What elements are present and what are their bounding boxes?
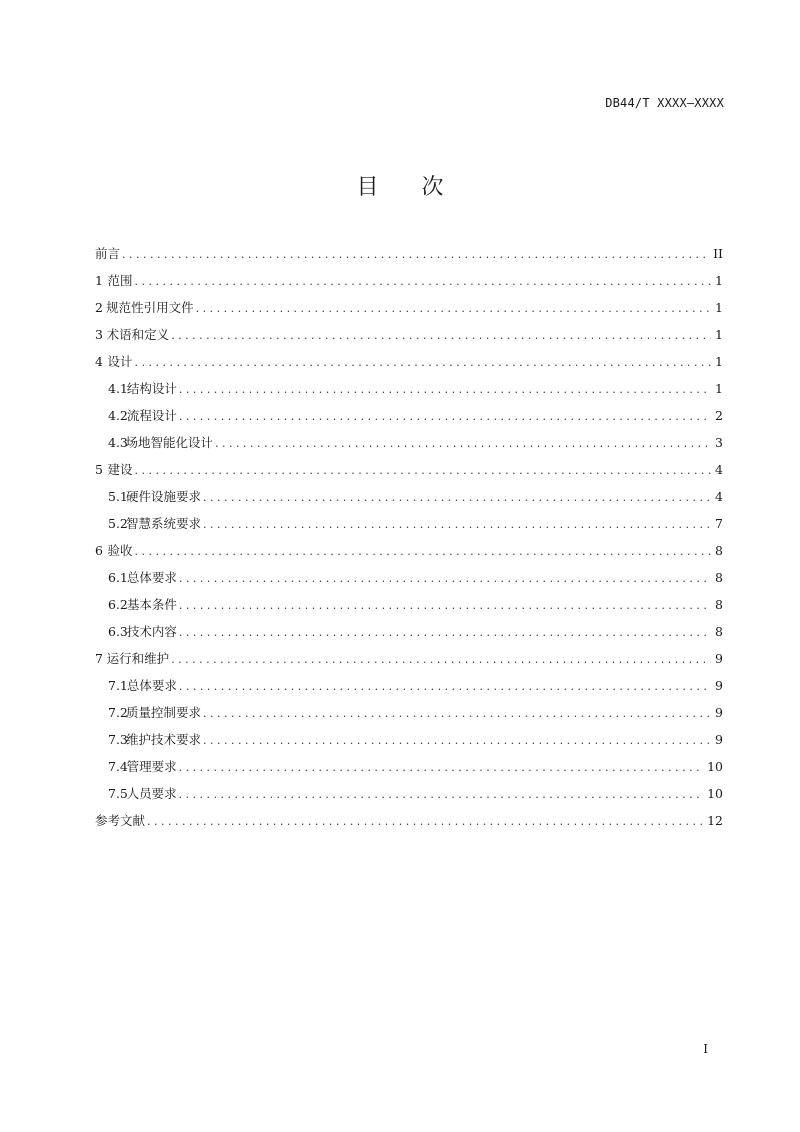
toc-entry-title: 智慧系统要求 [125,516,201,531]
toc-entry[interactable] [95,294,723,321]
toc-entry-title: 人员要求 [126,786,177,801]
toc-entry-title: 设计 [107,354,133,369]
toc-entry-page: 8 [715,597,723,612]
toc-entry-title: 范围 [107,273,133,288]
toc-entry-page: 10 [707,786,723,801]
toc-entry[interactable] [95,591,723,618]
toc-entry-number: 2 [95,300,103,315]
toc-entry-title: 总体要求 [126,678,177,693]
toc-entry-number: 4 [95,354,103,369]
toc-entry[interactable] [95,240,723,267]
toc-entry[interactable] [95,753,723,780]
toc-dot-leader [147,808,703,835]
toc-title-char-2: 次 [421,175,444,200]
toc-entry[interactable] [95,375,723,402]
toc-entry-title: 结构设计 [126,381,177,396]
toc-entry[interactable] [95,699,723,726]
toc-entry-page: 12 [707,813,723,828]
toc-dot-leader [134,538,711,565]
toc-entry[interactable] [95,348,723,375]
toc-entry-title: 质量控制要求 [125,705,201,720]
toc-dot-leader [215,430,711,457]
document-code: DB44/T XXXX—XXXX [605,96,724,110]
toc-entry[interactable] [95,564,723,591]
toc-entry-title: 流程设计 [126,408,177,423]
toc-entry-title: 术语和定义 [106,327,170,342]
toc-entry-page: 1 [715,273,723,288]
toc-entry-title: 运行和维护 [106,651,170,666]
toc-dot-leader [134,349,711,376]
toc-entry[interactable] [95,807,723,834]
toc-dot-leader [179,592,711,619]
toc-entry-number: 4.1 [108,381,128,396]
toc-entry-page: 1 [715,354,723,369]
toc-entry[interactable] [95,483,723,510]
toc-entry[interactable] [95,672,723,699]
toc-entry-page: 1 [715,300,723,315]
toc-title-char-1: 目 [356,175,379,200]
toc-entry-page: 7 [715,516,723,531]
toc-entry[interactable] [95,267,723,294]
toc-entry-page: 1 [715,327,723,342]
toc-entry-title: 管理要求 [126,759,177,774]
toc-dot-leader [134,457,711,484]
toc-entry-number: 7.4 [108,759,128,774]
toc-dot-leader [196,295,711,322]
toc-entry-page: 9 [715,732,723,747]
toc-entry-page: 1 [715,381,723,396]
toc-entry-title: 建设 [107,462,133,477]
page-number: I [703,1042,708,1056]
toc-entry-page: 9 [715,678,723,693]
toc-entry-number: 7.1 [108,678,128,693]
toc-entry-page: 8 [715,543,723,558]
toc-entry-title: 参考文献 [95,813,146,828]
toc-dot-leader [171,322,711,349]
toc-entry[interactable] [95,780,723,807]
toc-entry-title: 技术内容 [126,624,177,639]
toc-dot-leader [171,646,711,673]
toc-entry-page: 4 [715,462,723,477]
toc-entry-number: 5.1 [108,489,128,504]
toc-entry-number: 3 [95,327,103,342]
toc-entry[interactable] [95,321,723,348]
toc-entry-number: 7.2 [108,705,128,720]
toc-entry[interactable] [95,402,723,429]
toc-entry-number: 5 [95,462,103,477]
toc-entry-page: 9 [715,705,723,720]
toc-entry-number: 4.2 [108,408,128,423]
toc-entry-number: 6 [95,543,103,558]
toc-entry-title: 验收 [107,543,133,558]
toc-title [0,170,800,201]
toc-entry[interactable] [95,429,723,456]
toc-entry-number: 7.3 [108,732,128,747]
toc-dot-leader [179,403,711,430]
toc-dot-leader [134,268,711,295]
toc-dot-leader [203,484,711,511]
toc-dot-leader [203,727,711,754]
toc-entry-title: 维护技术要求 [125,732,201,747]
toc-entry[interactable] [95,618,723,645]
toc-entry-title: 总体要求 [126,570,177,585]
toc-dot-leader [179,619,711,646]
toc-dot-leader [122,241,709,268]
toc-entry-number: 6.1 [108,570,128,585]
toc-dot-leader [179,376,711,403]
toc-entry[interactable] [95,456,723,483]
toc-entry[interactable] [95,510,723,537]
toc-entry-title: 前言 [95,246,121,261]
toc-dot-leader [179,781,704,808]
toc-entry-title: 硬件设施要求 [125,489,201,504]
toc-dot-leader [179,565,711,592]
toc-dot-leader [179,754,704,781]
toc-entry-title: 场地智能化设计 [125,435,214,450]
toc-entry-page: 8 [715,570,723,585]
toc-entry-page: 8 [715,624,723,639]
toc-dot-leader [179,673,711,700]
toc-entry-page: 10 [707,759,723,774]
toc-entry-number: 1 [95,273,103,288]
toc-entry-number: 6.2 [108,597,128,612]
toc-dot-leader [203,700,711,727]
toc-entry-title: 基本条件 [126,597,177,612]
toc-entry[interactable] [95,726,723,753]
toc-entry-page: 3 [715,435,723,450]
toc-entry-page: 9 [715,651,723,666]
toc-entry-number: 7 [95,651,103,666]
toc-entry-page: 4 [715,489,723,504]
toc-entry-page: 2 [715,408,723,423]
toc-entry-title: 规范性引用文件 [106,300,194,315]
toc-entry[interactable] [95,537,723,564]
toc-entry-number: 4.3 [108,435,128,450]
toc-entry-number: 5.2 [108,516,128,531]
toc-entry[interactable] [95,645,723,672]
toc-entry-number: 6.3 [108,624,128,639]
toc-entry-page: II [713,246,723,261]
toc-entry-number: 7.5 [108,786,128,801]
table-of-contents [95,240,723,834]
toc-dot-leader [203,511,711,538]
